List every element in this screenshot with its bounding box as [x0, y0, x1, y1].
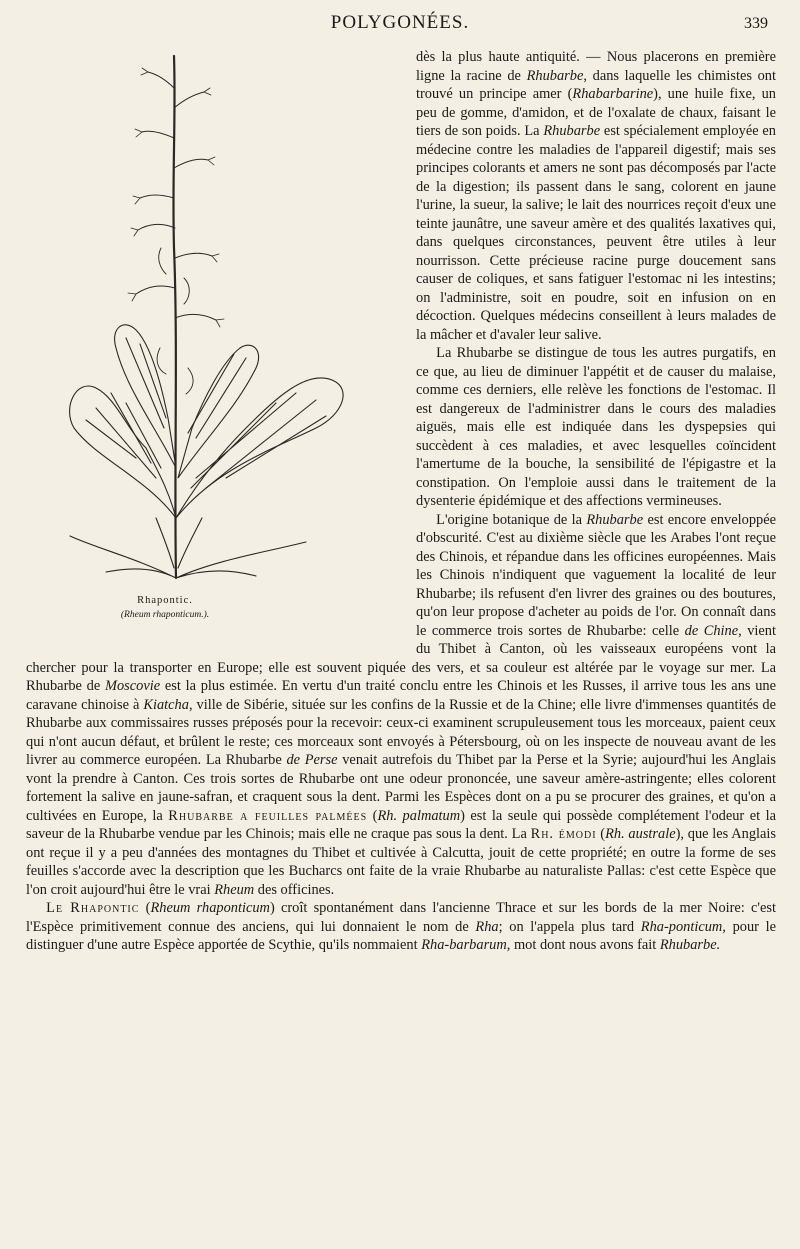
rhubarb-plant-engraving	[56, 48, 356, 588]
running-title: POLYGONÉES.	[330, 12, 470, 33]
caption-latin: (Rheum rhaponticum.).	[120, 610, 210, 620]
figure-caption	[90, 594, 240, 622]
running-head	[0, 12, 800, 42]
page-number: 339	[744, 15, 768, 32]
paragraph-2: La Rhubarbe se distingue de tous les autres purgatifs, en ce que, au lieu de diminuer l'appétit et de causer du malaise, comme ces derniers, elle relève les fonctions de l'estomac. Il est dangereux de l'administrer dans le cours des maladies aiguës, mais elle est indiquée dans les dyspepsies qui succèdent à ces maladies, et avec lesquelles coïncident l'amertume de la bouche, la sensibilité de l'épigastre et la constipation. On l'emploie aussi dans le traitement de la dysenterie épidémique et des affections vermineuses.	[416, 345, 776, 509]
body-text	[26, 48, 776, 955]
paragraph-1: dès la plus haute antiquité. — Nous placerons en première ligne la racine de Rhubarbe, dans laquelle les chimistes ont trouvé un principe amer (Rhabarbarine), une huile fixe, un peu de gomme, d'amidon, et de l'oxalate de chaux, faisant le tiers de son poids. La Rhubarbe est spécialement employée en médecine contre les maladies de l'appareil digestif; mais ses principes colorants et amers ne sont pas décomposés par l'acte de la digestion; ils passent dans le sang, colorent en jaune l'urine, la sueur, la salive; le lait des nourrices reçoit d'eux une teinte jaunâtre, une saveur amère et des qualités laxatives qui, dans quelques circonstances, peuvent être utiles à leur nourrisson. Cette précieuse racine purge doucement sans causer de coliques, et sans fatiguer l'estomac ni les intestins; on l'administre, soit en poudre, soit en infusion on en décoction. Quelques médecins conseillent à leurs malades de la mâcher et d'avaler leur salive.	[416, 49, 776, 343]
paragraph-3: L'origine botanique de la Rhubarbe est encore enveloppée d'obscurité. C'est au dixième siècle que les Arabes l'ont reçue des Chinois, et répandue dans les officines européennes. Mais les Chinois n'indiquent que vaguement la localité de leur Rhubarbe; ils refusent d'en livrer des graines ou des boutures, qu'on leur propose d'acheter au poids de l'or. On connaît dans le commerce trois sortes de Rhubarbe: celle de Chine, vient du Thibet à Canton, où les vaisseaux européens vont la chercher pour la transporter en Europe; elle est souvent piquée des vers, et sa couleur est altérée par le voyage sur mer. La Rhubarbe de Moscovie est la plus estimée. En vertu d'un traité conclu entre les Chinois et les Russes, il arrive tous les ans une caravane chinoise à Kiatcha, ville de Sibérie, située sur les confins de la Russie et de la Chine; elle livre d'immenses quantités de Rhubarbe aux commissaires russes préposés pour la recevoir: ceux-ci examinent scrupuleusement tous les morceaux, paient ceux qui n'ont aucun défaut, et brûlent le reste; ces morceaux sont envoyés à Pétersbourg, où on les inspecte de nouveau avant de les livrer au commerce européen. La Rhubarbe de Perse venait autrefois du Thibet par la Perse et la Syrie; aujourd'hui les Anglais vont la prendre à Canton. Ces trois sortes de Rhubarbe ont une odeur prononcée, une saveur amère-astringente; elles colorent fortement la salive en jaune-safran, et craquent sous la dent. Parmi les Espèces dont on a pu se procurer des graines, et qu'on a cultivées en Europe, la Rhubarbe a feuilles palmées (Rh. palmatum) est la seule qui possède complétement l'odeur et la saveur de la Rhubarbe vendue par les Chinois; mais elle ne craque pas sous la dent. La Rh. émodi (Rh. australe), que les Anglais ont reçue il y a peu d'années des montagnes du Thibet et cultivée à Calcutta, jouit de cette propriété; en outre la forme de ses feuilles s'accorde avec la description que les Bucharcs ont faite de la vraie Rhubarbe au naturaliste Pallas: c'est cette Espèce que l'on croit aujourd'hui être le vrai Rheum des officines.	[26, 511, 777, 898]
rhapontic-illustration	[26, 48, 406, 640]
caption-title: Rhapontic.	[137, 595, 193, 606]
paragraph-4: Le Rhapontic (Rheum rhaponticum) croît spontanément dans l'ancienne Thrace et sur les bords de la mer Noire: c'est l'Espèce primitivement connue des anciens, qui lui donnaient le nom de Rha; on l'appela plus tard Rha-ponticum, pour le distinguer d'une autre Espèce apportée de Scythie, qu'ils nommaient Rha-barbarum, mot dont nous avons fait Rhubarbe.	[26, 900, 777, 953]
